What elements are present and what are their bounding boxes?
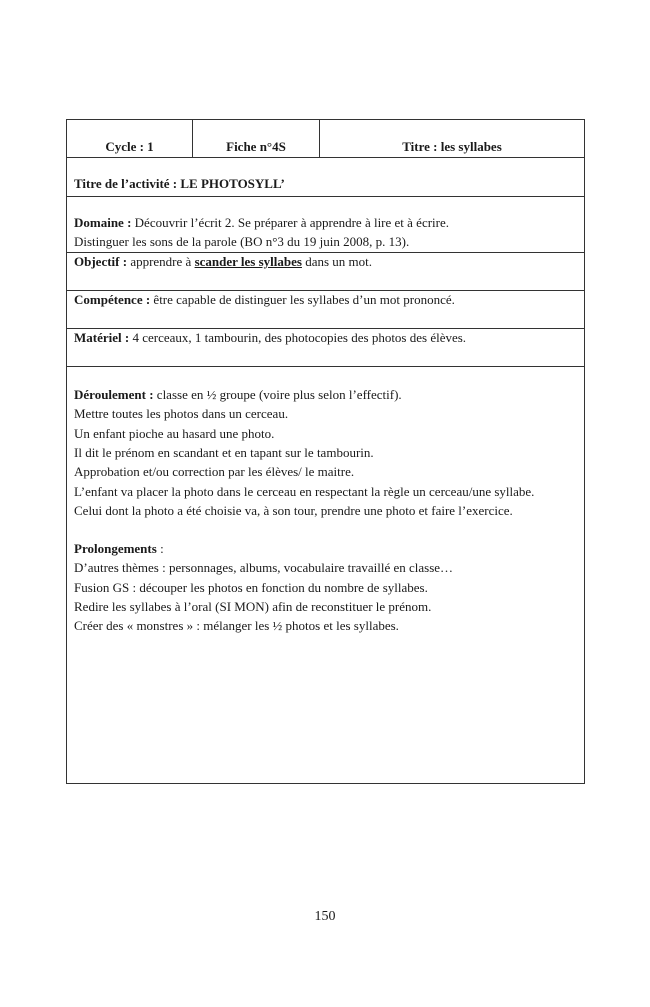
materiel-label: Matériel :	[74, 330, 130, 345]
cycle-label: Cycle : 1	[105, 139, 154, 154]
materiel-line	[74, 328, 578, 347]
deroulement-line-5: L’enfant va placer la photo dans le cerceau en respectant la règle un cerceau/une syllabe.	[74, 483, 535, 499]
deroulement-label: Déroulement :	[74, 387, 154, 402]
objectif-text-after: dans un mot.	[301, 254, 373, 269]
lesson-sheet	[66, 119, 585, 784]
prolongements-label: Prolongements	[74, 541, 157, 556]
domaine-line-1	[74, 213, 578, 232]
titre-label: Titre : les syllabes	[402, 139, 502, 154]
prolongements-line-2: Fusion GS : découper les photos en fonction du nombre de syllabes.	[74, 579, 428, 595]
cycle-cell	[67, 120, 193, 157]
domaine-line-2: Distinguer les sons de la parole (BO n°3 du 19 juin 2008, p. 13).	[74, 234, 410, 249]
deroulement-line-4: Approbation et/ou correction par les élèves/ le maitre.	[74, 464, 355, 480]
objectif-line	[74, 252, 578, 271]
competence-row	[67, 291, 584, 329]
domaine-text-1: Découvrir l’écrit 2. Se préparer à apprendre à lire et à écrire.	[131, 215, 450, 230]
activity-title: Titre de l’activité : LE PHOTOSYLL’	[74, 176, 285, 191]
deroulement-line-3: Il dit le prénom en scandant et en tapant sur le tambourin.	[74, 444, 374, 460]
domaine-row	[67, 197, 584, 253]
header-row	[67, 120, 584, 158]
activity-title-row	[67, 158, 584, 197]
materiel-text: 4 cerceaux, 1 tambourin, des photocopies des photos des élèves.	[129, 330, 467, 345]
objectif-emphasis: scander les syllabes	[194, 254, 302, 269]
objectif-row	[67, 253, 584, 291]
content-row	[67, 367, 584, 783]
prolongements-line-3: Redire les syllabes à l’oral (SI MON) afin de reconstituer le prénom.	[74, 598, 432, 614]
deroulement-line-1: Mettre toutes les photos dans un cerceau.	[74, 406, 289, 422]
prolongements-heading	[74, 539, 578, 558]
domaine-label: Domaine :	[74, 215, 132, 230]
competence-text: être capable de distinguer les syllabes d’un mot prononcé.	[150, 292, 455, 307]
objectif-text-before: apprendre à	[127, 254, 195, 269]
fiche-label: Fiche n°4S	[226, 139, 286, 154]
deroulement-intro: classe en ½ groupe (voire plus selon l’effectif).	[153, 387, 402, 402]
prolongements-line-1: D’autres thèmes : personnages, albums, vocabulaire travaillé en classe…	[74, 560, 454, 576]
titre-cell	[320, 120, 584, 157]
prolongements-colon: :	[156, 541, 164, 556]
competence-line	[74, 290, 578, 309]
deroulement-line-6: Celui dont la photo a été choisie va, à son tour, prendre une photo et faire l’exercice.	[74, 502, 513, 518]
prolongements-line-4: Créer des « monstres » : mélanger les ½ photos et les syllabes.	[74, 618, 399, 634]
deroulement-line-2: Un enfant pioche au hasard une photo.	[74, 425, 275, 441]
page-number: 150	[314, 909, 336, 924]
fiche-cell	[193, 120, 320, 157]
objectif-label: Objectif :	[74, 254, 128, 269]
deroulement-line-intro	[74, 385, 578, 404]
competence-label: Compétence :	[74, 292, 151, 307]
materiel-row	[67, 329, 584, 367]
